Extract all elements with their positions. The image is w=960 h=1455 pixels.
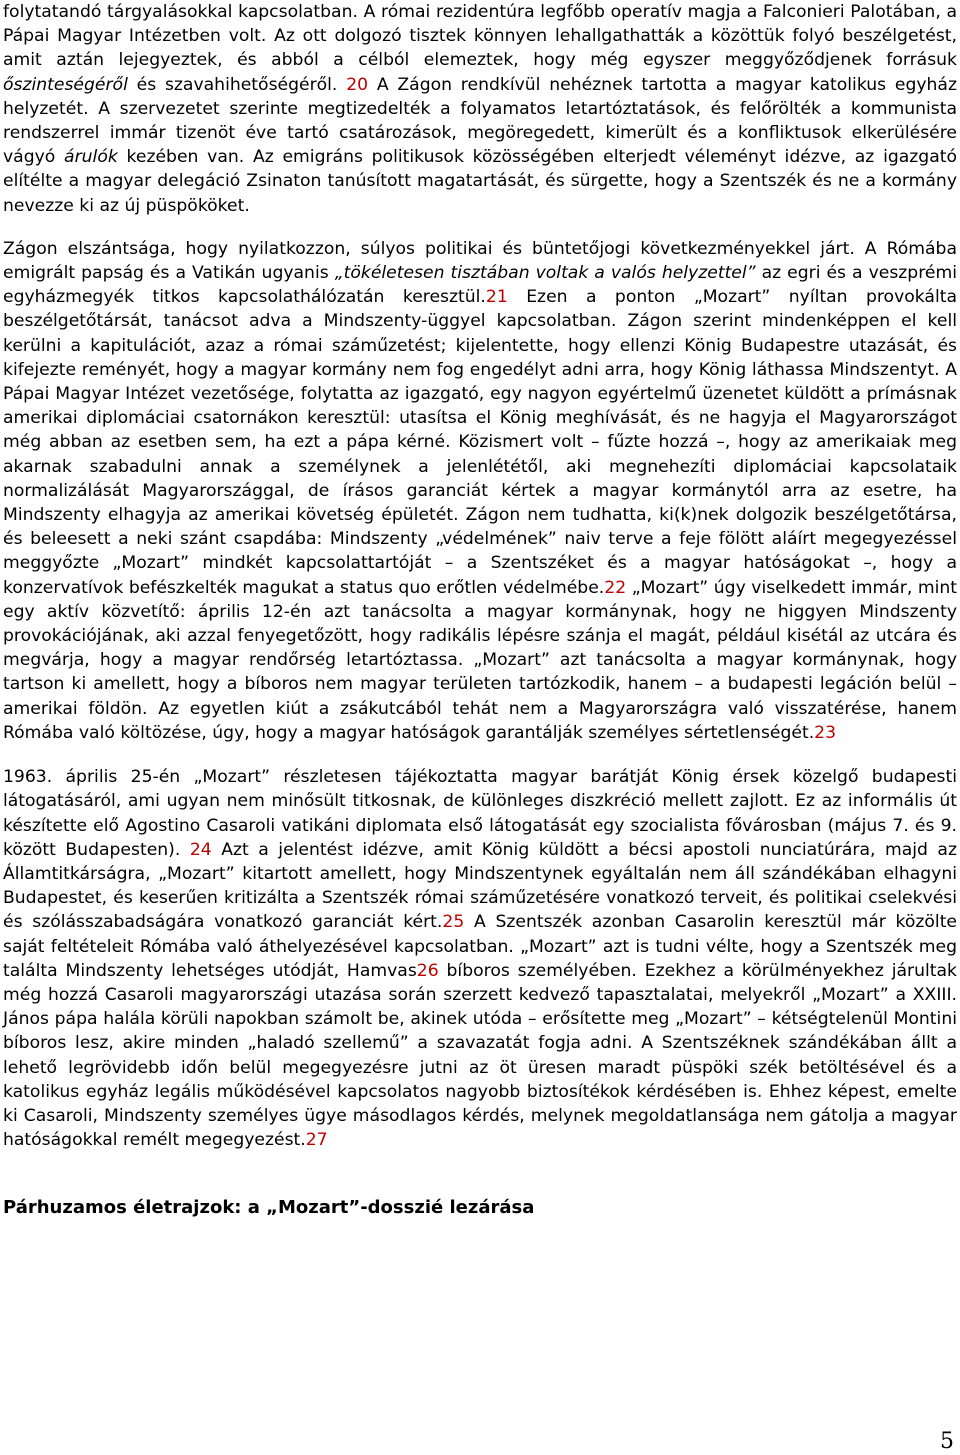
text-run: az egri és a veszprémi egyházmegyék titkos kapcsolathálózatán keresztül. (3, 263, 957, 308)
footnote-ref-22[interactable]: 22 (604, 577, 627, 598)
section-gap (3, 1152, 957, 1196)
text-run: Ezen a ponton „Mozart” nyíltan provokálta beszélgetőtársát, tanácsot adva a Mindszenty-üggyel kapcsolatban. Zágon szerint mindenképpen el kell kerülni a kapitulációt, azaz a római száműzetést; kijelentette, hogy ellenzi König Budapestre utazását, és kifejezte reményét, hogy a magyar kormány nem fog engedélyt adni arra, hogy König láthassa Mindszentyt. A Pápai Magyar Intézet vezetősége, folytatta az igazgató, egy nagyon egyértelmű üzenetet küldött a prímásnak amerikai diplomáciai csatornákon keresztül: utasítsa el König meghívását, és ne hagyja el Magyarországot még abban az esetben sem, ha ezt a pápa kérné. Közismert volt – fűzte hozzá –, hogy az amerikaiak meg akarnak szabadulni annak a személynek a jelenlététől, aki megnehezíti diplomáciai kapcsolataik normalizálását Magyarországgal, de írásos garanciát kértek a magyar kormánytól arra az esetre, ha Mindszenty elhagyja az amerikai követség épületét. Zágon nem tudhatta, ki(k)nek dolgozik beszélgetőtársa, és beleesett a neki szánt csapdába: Mindszenty „védelmének” naiv terve a feje fölött aláírt megegyezéssel meggyőzte „Mozart” mindkét kapcsolattartóját – a Szentszéket és a magyar hatóságokat –, hogy a konzervatívok befészkelték magukat a status quo erőtlen védelmébe. (3, 287, 957, 598)
footnote-ref-23[interactable]: 23 (814, 722, 837, 743)
text-run: bíboros személyében. Ezekhez a körülményekhez járultak még hozzá Casaroli magyarországi utazása során szerzett kedvező tapasztalatai, melyekről „Mozart” a XXIII. János pápa halála körüli napokban számolt be, akinek utóda – erősítette meg „Mozart” – kétségtelenül Montini bíboros lesz, akire minden „haladó szellemű” a szavazatát fogja adni. A Szentszéknek szándékában állt a lehető legrövidebb időn belül megegyezésre jutni az öt üresen maradt püspöki szék betöltésével és a katolikus egyház legális működésével kapcsolatos nagyobb biztosítékok kérdésében is. Ehhez képest, emelte ki Casaroli, Mindszenty személyes ügye másodlagos kérdés, melynek megoldatlansága nem gátolja a magyar hatóságokkal remélt megegyezést. (3, 960, 957, 1151)
italic-quote: „tökéletesen tisztában voltak a valós helyzettel” (334, 263, 756, 284)
page-number: 5 (940, 1429, 954, 1454)
text-run: Azt a jelentést idézve, amit König küldött a bécsi apostoli nunciatúrára, majd az Államtitkárságra, „Mozart” kitartott amellett, hogy Mindszentynek egyáltalán nem áll szándékában elhagyni Budapestet, és keserűen kritizálta a Szentszék római száműzetésére vonatkozó terveit, és politikai cselekvési és szólásszabadságára vonatkozó garanciát kért. (3, 839, 957, 933)
document-page (3, 0, 957, 1220)
footnote-ref-26[interactable]: 26 (416, 960, 439, 981)
paragraph-gap (3, 218, 957, 237)
footnote-ref-27[interactable]: 27 (305, 1130, 328, 1151)
italic-text: őszinteségéről (3, 74, 128, 95)
section-heading: Párhuzamos életrajzok: a „Mozart”-dosszié lezárása (3, 1197, 535, 1219)
footnote-ref-24[interactable]: 24 (189, 839, 212, 860)
paragraph-1 (3, 0, 957, 218)
text-run: és szavahihetőségéről. (127, 74, 347, 95)
paragraph-2 (3, 237, 957, 745)
text-run: A Zágon rendkívül nehéznek tartotta a magyar katolikus egyház helyzetét. A szervezetet szerinte megtizedelték a folyamatos letartóztatások, és felőrölték a kommunista rendszerrel immár tizenöt éve tartó csatározások, megöregedett, kimerült és a konfliktusok elkerülésére vágyó (3, 74, 957, 168)
italic-text: árulók (64, 147, 118, 168)
text-run: A Szentszék azonban Casarolin keresztül már közölte saját feltételeit Rómába való áthelyezésével kapcsolatban. „Mozart” azt is tudni vélte, hogy a Szentszék meg találta Mindszenty lehetséges utódját, Hamvas (3, 912, 958, 981)
footnote-ref-20[interactable]: 20 (346, 74, 369, 95)
text-run: 1963. április 25-én „Mozart” részletesen tájékoztatta magyar barátját König érsek közelgő budapesti látogatásáról, ami ugyan nem minősült titkosnak, de különleges diszkréció mellett zajlott. Ez az informális út készítette elő Agostino Casaroli vatikáni diplomata első látogatását egy szocialista fővárosban (május 7. és 9. között Budapesten). (3, 767, 957, 860)
text-run: Zágon elszántsága, hogy nyilatkozzon, súlyos politikai és büntetőjogi következményekkel járt. A Rómába emigrált papság és a Vatikán ugyanis (3, 238, 957, 284)
text-run: „Mozart” úgy viselkedett immár, mint egy aktív közvetítő: április 12-én azt tanácsolta a magyar kormánynak, hogy ne higgyen Mindszenty provokációjának, aki azzal fenyegetőzött, hogy radikális lépésre szánja el magát, például kisétál az utcára és megvárja, hogy a magyar rendőrség letartóztassa. „Mozart” azt tanácsolta a magyar kormánynak, hogy tartson ki amellett, hogy a bíboros nem magyar területen tartózkodik, hanem – a budapesti legáción belül – amerikai földön. Az egyetlen kiút a zsákutcából tehát nem a Magyarországra való visszatérése, hanem Rómába való költözése, úgy, hogy a magyar hatóságok garantálják személyes sértetlenségét. (3, 577, 957, 743)
text-run: folytatandó tárgyalásokkal kapcsolatban. A római rezidentúra legfőbb operatív magja a Falconieri Palotában, a Pápai Magyar Intézetben volt. Az ott dolgozó tisztek könnyen lehallgathatták a közöttük folyó beszélgetést, amit aztán lejegyeztek, és abból a célból elemeztek, hogy még egyszer meggyőződjenek forrásuk (3, 2, 957, 71)
footnote-ref-21[interactable]: 21 (485, 287, 508, 308)
paragraph-gap (3, 745, 957, 765)
text-run: kezében van. Az emigráns politikusok közösségében elterjedt véleményt idézve, az igazgató elítélte a magyar delegáció Zsinaton tanúsított magatartását, és sürgette, hogy a Szentszék és ne a kormány nevezze ki az új püspököket. (3, 147, 958, 216)
paragraph-3 (3, 765, 957, 1152)
footnote-ref-25[interactable]: 25 (442, 912, 465, 933)
